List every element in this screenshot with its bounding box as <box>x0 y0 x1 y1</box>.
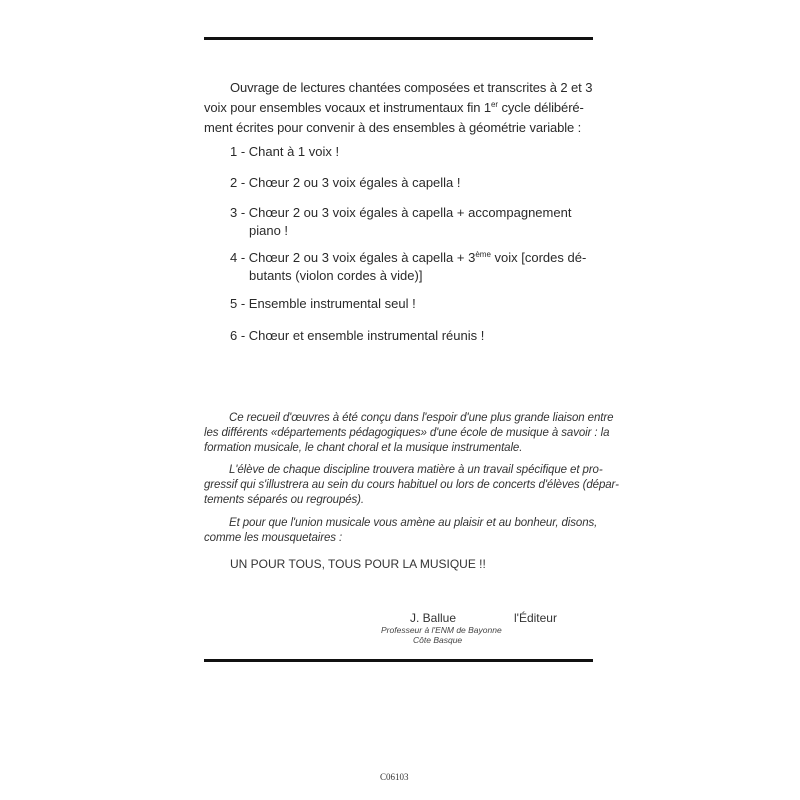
list-item-3 <box>230 204 571 240</box>
intro-line-2 <box>204 98 604 118</box>
page-code: C06103 <box>380 772 409 782</box>
list-item-4 <box>230 249 586 285</box>
preface-p1-line-1: Ce recueil d'œuvres à été conçu dans l'espoir d'une plus grande liaison entre <box>229 412 614 424</box>
preface-paragraph-3 <box>204 516 604 546</box>
bottom-divider <box>204 659 593 662</box>
list-item-5: 5 - Ensemble instrumental seul ! <box>230 296 416 311</box>
intro-line-3: ment écrites pour convenir à des ensembles à géométrie variable : <box>204 120 582 135</box>
intro-line-2-start: voix pour ensembles vocaux et instrumentaux fin 1 <box>204 100 492 115</box>
list-item-2: 2 - Chœur 2 ou 3 voix égales à capella ! <box>230 175 461 190</box>
editor-signature: l'Éditeur <box>514 611 557 625</box>
preface-p3-line-2: comme les mousquetaires : <box>204 532 343 544</box>
list-item-4-line-2: butants (violon cordes à vide)] <box>249 268 423 283</box>
intro-line-2-end: cycle délibéré- <box>497 100 584 115</box>
list-item-6: 6 - Chœur et ensemble instrumental réunis ! <box>230 328 485 343</box>
preface-paragraph-1 <box>204 411 614 456</box>
ordinal-superscript: er <box>491 100 498 109</box>
signature-name: J. Ballue <box>410 611 457 625</box>
preface-p1-line-3: formation musicale, le chant choral et la musique instrumentale. <box>204 442 523 454</box>
preface-p3-line-1: Et pour que l'union musicale vous amène au plaisir et au bonheur, disons, <box>229 517 598 529</box>
list-item-1: 1 - Chant à 1 voix ! <box>230 144 340 159</box>
preface-p2-line-3: tements séparés ou regroupés). <box>204 494 365 506</box>
list-item-3-line-2: piano ! <box>249 223 289 238</box>
signature-role: Professeur à l'ENM de Bayonne <box>381 625 502 635</box>
signature-place: Côte Basque <box>413 635 463 645</box>
intro-paragraph <box>204 78 604 138</box>
preface-p2-line-1: L'élève de chaque discipline trouvera matière à un travail spécifique et pro- <box>229 464 603 476</box>
preface-paragraph-2 <box>204 463 619 508</box>
list-item-4-start: 4 - Chœur 2 ou 3 voix égales à capella + 3 <box>230 250 476 265</box>
motto: UN POUR TOUS, TOUS POUR LA MUSIQUE !! <box>230 557 486 571</box>
list-item-4-line-1 <box>230 250 586 265</box>
top-divider <box>204 37 593 40</box>
ordinal-superscript: ème <box>475 250 491 259</box>
list-item-3-line-1: 3 - Chœur 2 ou 3 voix égales à capella + accompagnement <box>230 205 572 220</box>
intro-line-1: Ouvrage de lectures chantées composées et transcrites à 2 et 3 <box>230 80 593 95</box>
list-item-4-end: voix [cordes dé- <box>490 250 587 265</box>
preface-p1-line-2: les différents «départements pédagogiques» d'une école de musique à savoir : la <box>204 427 610 439</box>
preface-p2-line-2: gressif qui s'illustrera au sein du cours habituel ou lors de concerts d'élèves (dépar- <box>204 479 619 491</box>
